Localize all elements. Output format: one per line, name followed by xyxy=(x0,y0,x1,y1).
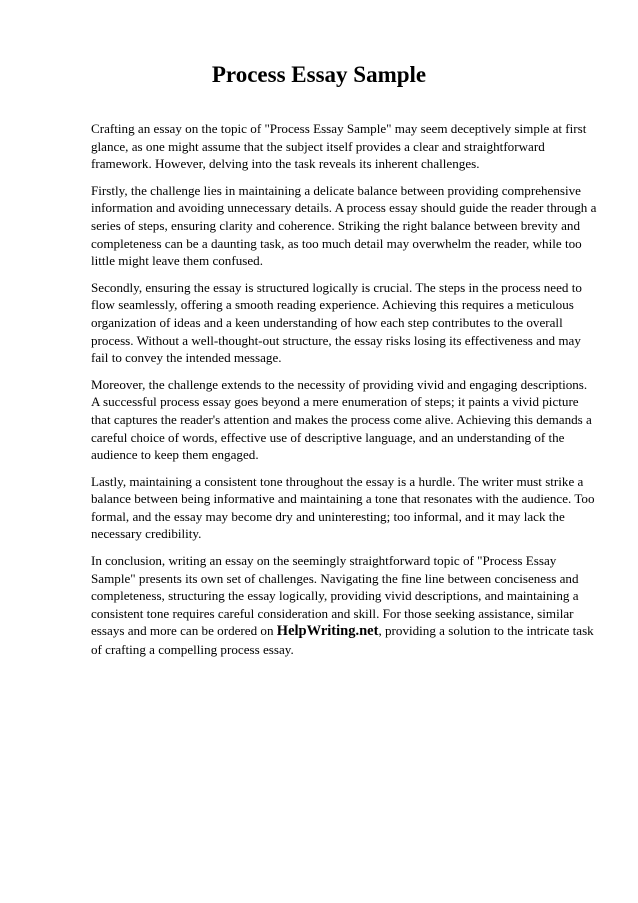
helpwriting-link[interactable]: HelpWriting.net xyxy=(276,623,379,640)
paragraph-firstly: Firstly, the challenge lies in maintaining a delicate balance between providing comprehensive information and avoiding unnecessary details. A process essay should guide the reader through a series of steps, ensuring clarity and coherence. Striking the right balance between brevity and completeness can be a daunting task, as too much detail may overwhelm the reader, while too little might leave them confused. xyxy=(91,182,597,269)
conclusion-text-before-link: In conclusion, writing an essay on the seemingly straightforward topic of "Process Essay Sample" presents its own set of challenges. Navigating the fine line between conciseness and completeness, structuring the essay logically, providing vivid descriptions, and maintaining a consistent tone requires careful consideration and skill. For those seeking assistance, similar essays and more can be ordered on xyxy=(91,553,579,639)
paragraph-lastly: Lastly, maintaining a consistent tone throughout the essay is a hurdle. The writer must strike a balance between being informative and maintaining a tone that resonates with the audience. Too formal, and the essay may become dry and uninteresting; too informal, and it may lack the necessary credibility. xyxy=(91,473,595,542)
conclusion-text-after-link: , providing a solution to the intricate task of crafting a compelling process essay. xyxy=(91,623,594,658)
paragraph-conclusion xyxy=(91,552,597,659)
essay-body xyxy=(91,120,597,668)
paragraph-secondly: Secondly, ensuring the essay is structured logically is crucial. The steps in the process need to flow seamlessly, offering a smooth reading experience. Achieving this requires a meticulous organization of ideas and a keen understanding of how each step contributes to the overall process. Without a well-thought-out structure, the essay risks losing its effectiveness and may fail to convey the intended message. xyxy=(91,279,582,366)
paragraph-intro: Crafting an essay on the topic of "Process Essay Sample" may seem deceptively simple at first glance, as one might assume that the subject itself provides a clear and straightforward framework. However, delving into the task reveals its inherent challenges. xyxy=(91,121,587,172)
page-title: Process Essay Sample xyxy=(211,62,427,87)
paragraph-moreover: Moreover, the challenge extends to the necessity of providing vivid and engaging descriptions. A successful process essay goes beyond a mere enumeration of steps; it paints a vivid picture that captures the reader's attention and makes the process come alive. Achieving this demands a careful choice of words, effective use of descriptive language, and an understanding of the audience to keep them engaged. xyxy=(91,376,592,463)
